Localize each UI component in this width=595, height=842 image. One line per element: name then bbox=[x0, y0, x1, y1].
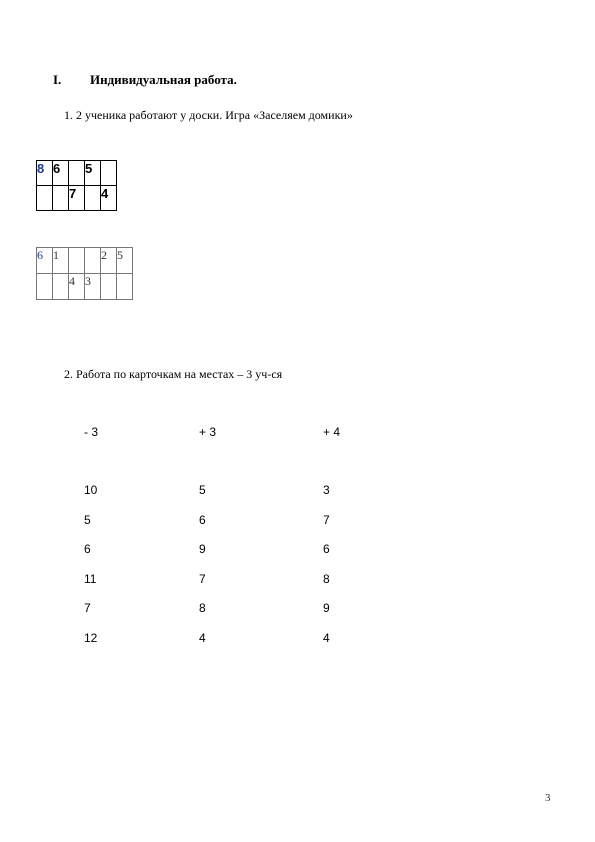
grid-cell: 7 bbox=[69, 186, 85, 211]
grid-cell: 5 bbox=[85, 161, 101, 186]
grid-cell: 6 bbox=[53, 161, 69, 186]
grid-cell bbox=[37, 186, 53, 211]
grid-cell bbox=[101, 161, 117, 186]
grid-cell: 4 bbox=[69, 274, 85, 300]
grid-cell bbox=[85, 186, 101, 211]
section-heading bbox=[53, 72, 237, 88]
grid-cell: 3 bbox=[85, 274, 101, 300]
card-value: 5 bbox=[199, 483, 206, 497]
grid-cell bbox=[53, 274, 69, 300]
card-value: 9 bbox=[199, 542, 206, 556]
grid-cell bbox=[117, 274, 133, 300]
house-grid-2 bbox=[36, 247, 133, 300]
card-value: 6 bbox=[199, 512, 206, 527]
card-column-1 bbox=[84, 476, 97, 653]
card-column-2 bbox=[199, 476, 206, 653]
grid-cell: 2 bbox=[101, 248, 117, 274]
section-title: Индивидуальная работа. bbox=[90, 72, 237, 87]
page-number: 3 bbox=[545, 792, 551, 804]
card-value: 7 bbox=[323, 512, 330, 527]
card-column-3 bbox=[323, 476, 330, 653]
card-header-minus-3: - 3 bbox=[84, 425, 99, 439]
card-value: 6 bbox=[323, 542, 330, 556]
grid-cell bbox=[85, 248, 101, 274]
card-value: 7 bbox=[199, 571, 206, 586]
card-value: 3 bbox=[323, 483, 330, 497]
grid-cell: 8 bbox=[37, 161, 53, 186]
card-value: 6 bbox=[84, 542, 91, 556]
task-2-text: 2. Работа по карточкам на местах – 3 уч-ся bbox=[64, 367, 283, 381]
card-header-plus-4: + 4 bbox=[323, 425, 341, 439]
card-value: 7 bbox=[84, 601, 91, 615]
grid-cell bbox=[69, 248, 85, 274]
house-grid-2-row bbox=[37, 248, 133, 274]
grid-cell: 6 bbox=[37, 248, 53, 274]
grid-cell bbox=[37, 274, 53, 300]
card-header-plus-3: + 3 bbox=[199, 425, 217, 439]
card-value: 4 bbox=[199, 630, 206, 645]
card-value: 9 bbox=[323, 601, 330, 615]
grid-cell bbox=[101, 274, 117, 300]
grid-cell bbox=[53, 186, 69, 211]
card-value: 11 bbox=[84, 571, 97, 586]
card-value: 8 bbox=[323, 571, 330, 586]
card-value: 10 bbox=[84, 483, 98, 497]
grid-cell bbox=[69, 161, 85, 186]
grid-cell: 1 bbox=[53, 248, 69, 274]
card-value: 4 bbox=[323, 630, 330, 645]
house-grid-1-row bbox=[37, 161, 117, 186]
section-number: I. bbox=[53, 72, 62, 87]
grid-cell: 5 bbox=[117, 248, 133, 274]
house-grid-1-row bbox=[37, 186, 117, 211]
card-value: 12 bbox=[84, 630, 98, 645]
house-grid-1 bbox=[36, 160, 117, 211]
card-value: 8 bbox=[199, 601, 206, 615]
card-value: 5 bbox=[84, 512, 91, 527]
task-1-text: 1. 2 ученика работают у доски. Игра «Заселяем домики» bbox=[64, 108, 353, 122]
grid-cell: 4 bbox=[101, 186, 117, 211]
house-grid-2-row bbox=[37, 274, 133, 300]
